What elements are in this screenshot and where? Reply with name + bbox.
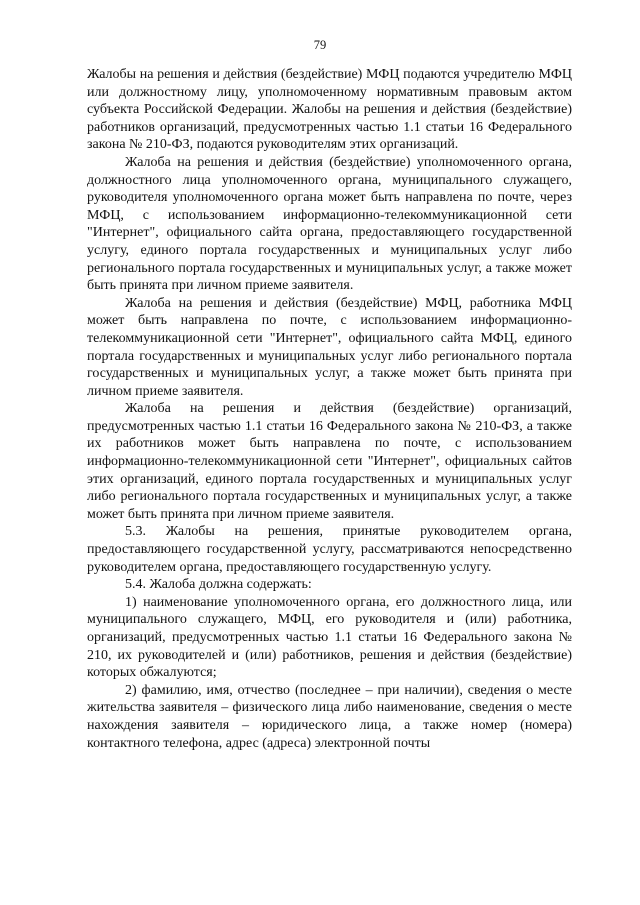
paragraph-complaint-organizations-channels: Жалоба на решения и действия (бездействие) организаций, предусмотренных частью 1.1 статьи 16 Федерального закона № 210-ФЗ, а также их работников может быть направлена по почте, с использованием информационно-телекоммуникационной сети "Интернет", официальных сайтов этих организаций, единого портала государственных и муниципальных услуг либо регионального портала государственных и муниципальных услуг, а также может быть принята при личном приеме заявителя. — [87, 401, 572, 522]
page-number: 79 — [313, 38, 327, 52]
paragraph-complaint-authority-channels: Жалоба на решения и действия (бездействие) уполномоченного органа, должностного лица уполномоченного органа, муниципального служащего, руководителя уполномоченного органа может быть направлена по почте, через МФЦ, с использованием информационно-телекоммуникационной сети "Интернет", официального сайта органа, предоставляющего государственной услугу, единого портала государственных и муниципальных услуг либо регионального портала государственных и муниципальных услуг, а также может быть принята при личном приеме заявителя. — [87, 154, 572, 294]
paragraph-complaint-mfc-channels: Жалоба на решения и действия (бездействие) МФЦ, работника МФЦ может быть направлена по почте, с использованием информационно-телекоммуникационной сети "Интернет", официального сайта МФЦ, единого портала государственных и муниципальных услуг либо регионального портала государственных и муниципальных услуг, а также может быть принята при личном приеме заявителя. — [87, 295, 572, 399]
paragraph-complaint-mfc-founder: Жалобы на решения и действия (бездействие) МФЦ подаются учредителю МФЦ или должностному лицу, уполномоченному нормативным правовым актом субъекта Российской Федерации. Жалобы на решения и действия (бездействие) работников организаций, предусмотренных частью 1.1 статьи 16 Федерального закона № 210-ФЗ, подаются руководителям этих организаций. — [87, 67, 572, 153]
list-item-1: 1) наименование уполномоченного органа, его должностного лица, или муниципального служащего, МФЦ, его руководителя и (или) работника, организаций, предусмотренных частью 1.1 статьи 16 Федерального закона № 210, их руководителей и (или) работников, решения и действия (бездействие) которых обжалуются; — [87, 594, 572, 681]
document-body — [87, 66, 572, 752]
list-item-2: 2) фамилию, имя, отчество (последнее – при наличии), сведения о месте жительства заявителя – физического лица либо наименование, сведения о месте нахождения заявителя – юридического лица, а также номер (номера) контактного телефона, адрес (адреса) электронной почты — [87, 682, 572, 751]
paragraph-section-5-3: 5.3. Жалобы на решения, принятые руководителем органа, предоставляющего государственной услугу, рассматриваются непосредственно руководителем органа, предоставляющего государственную услугу. — [87, 524, 572, 575]
paragraph-section-5-4: 5.4. Жалоба должна содержать: — [125, 577, 312, 593]
